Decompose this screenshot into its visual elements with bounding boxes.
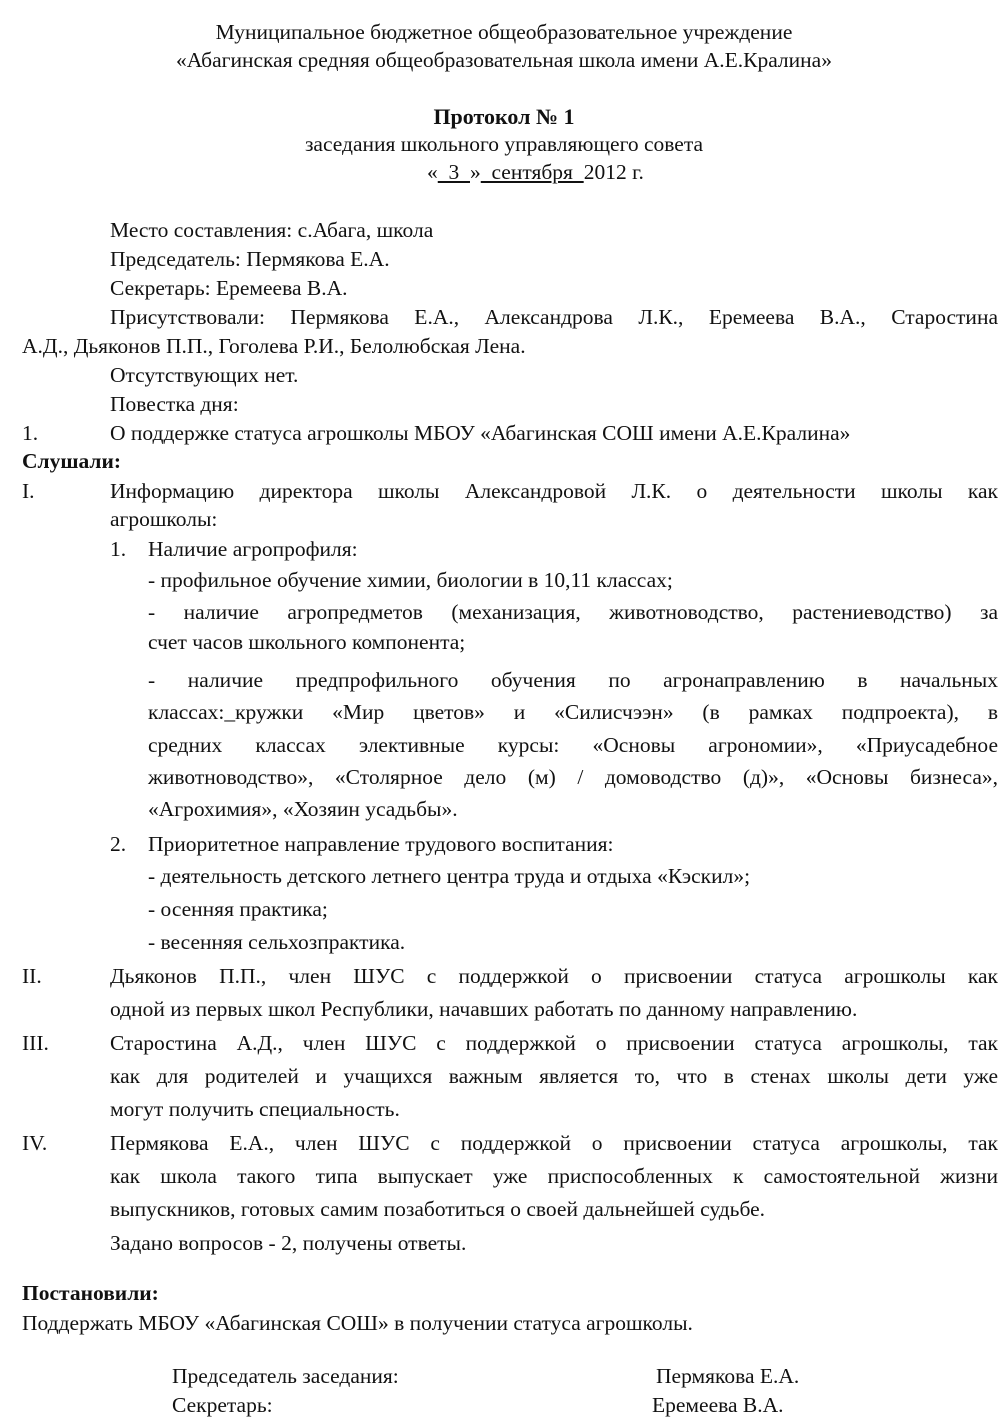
sub-item-1-bullet2-line2: счет часов школьного компонента; xyxy=(148,630,466,654)
meta-secretary: Секретарь: Еремеева В.А. xyxy=(110,276,348,300)
protocol-title: Протокол № 1 xyxy=(433,104,575,129)
heard-heading: Слушали: xyxy=(22,449,122,473)
org-name-line2: «Абагинская средняя общеобразовательная школа имени А.Е.Кралина» xyxy=(176,48,832,72)
sub-item-2-number: 2. xyxy=(110,832,127,856)
meta-present-line2: А.Д., Дьяконов П.П., Гоголева Р.И., Белолюбская Лена. xyxy=(22,334,526,358)
agenda-item-text: О поддержке статуса агрошколы МБОУ «Абагинская СОШ имени А.Е.Кралина» xyxy=(110,421,851,445)
protocol-date xyxy=(427,162,644,184)
signature-chair-name: Пермякова Е.А. xyxy=(656,1364,800,1388)
sub-item-1-bullet2-line1: - наличие агропредметов (механизация, животноводство, растениеводство) за xyxy=(148,600,998,624)
signature-chair-label: Председатель заседания: xyxy=(172,1364,399,1388)
sub-item-1-bullet3-line1: - наличие предпрофильного обучения по агронаправлению в начальных xyxy=(148,668,998,692)
heard-item-2-line2: одной из первых школ Республики, начавших работать по данному направлению. xyxy=(110,997,858,1021)
sub-item-1-bullet1: - профильное обучение химии, биологии в 10,11 классах; xyxy=(148,568,673,592)
signature-secretary-label: Секретарь: xyxy=(172,1393,273,1417)
heard-item-3-line3: могут получить специальность. xyxy=(110,1097,400,1121)
heard-item-2-line1: Дьяконов П.П., член ШУС с поддержкой о присвоении статуса агрошколы как xyxy=(110,964,998,988)
sub-item-2-title: Приоритетное направление трудового воспитания: xyxy=(148,832,614,856)
meta-present-line1: Присутствовали: Пермякова Е.А., Александрова Л.К., Еремеева В.А., Старостина xyxy=(110,305,998,329)
date-day: 3 xyxy=(437,160,470,184)
date-quote-close: » xyxy=(470,160,481,184)
heard-item-4-line2: как школа такого типа выпускает уже приспособленных к самостоятельной жизни xyxy=(110,1164,998,1188)
meta-absent: Отсутствующих нет. xyxy=(110,363,299,387)
protocol-subtitle: заседания школьного управляющего совета xyxy=(304,132,704,156)
sub-item-1-bullet3-line3: средних классах элективные курсы: «Основы агрономии», «Приусадебное xyxy=(148,733,998,757)
heard-item-4-line1: Пермякова Е.А., член ШУС с поддержкой о присвоении статуса агрошколы, так xyxy=(110,1131,998,1155)
heard-item-3-line1: Старостина А.Д., член ШУС с поддержкой о присвоении статуса агрошколы, так xyxy=(110,1031,998,1055)
sub-item-1-title: Наличие агропрофиля: xyxy=(148,537,358,561)
sub-item-1-bullet3-line5: «Агрохимия», «Хозяин усадьбы». xyxy=(148,797,458,821)
heard-item-4-line3: выпускников, готовых самим позаботиться о своей дальнейшей судьбе. xyxy=(110,1197,766,1221)
heard-item-1-line2: агрошколы: xyxy=(110,507,218,531)
heard-item-1-line1: Информацию директора школы Александровой Л.К. о деятельности школы как xyxy=(110,479,998,503)
heard-item-2-number: II. xyxy=(22,964,42,988)
sub-item-2-bullet3: - весенняя сельхозпрактика. xyxy=(148,930,406,954)
sub-item-2-bullet2: - осенняя практика; xyxy=(148,897,328,921)
sub-item-1-bullet3-line4: животноводство», «Столярное дело (м) / домоводство (д)», «Основы бизнеса», xyxy=(148,765,998,789)
resolved-heading: Постановили: xyxy=(22,1281,159,1305)
heard-item-3-line2: как для родителей и учащихся важным является то, что в стенах школы дети уже xyxy=(110,1064,998,1088)
org-name-line1: Муниципальное бюджетное общеобразовательное учреждение xyxy=(215,20,793,44)
heard-item-1-number: I. xyxy=(22,479,35,503)
agenda-label: Повестка дня: xyxy=(110,392,239,416)
sub-item-1-bullet3-line2: классах:_кружки «Мир цветов» и «Силисчээн» (в рамках подпроекта), в xyxy=(148,700,998,724)
meta-place: Место составления: с.Абага, школа xyxy=(110,218,434,242)
heard-item-4-number: IV. xyxy=(22,1131,48,1155)
agenda-item-number: 1. xyxy=(22,421,39,445)
sub-item-2-bullet1: - деятельность детского летнего центра труда и отдыха «Кэскил»; xyxy=(148,864,751,888)
date-year: 2012 г. xyxy=(583,160,644,184)
date-quote-open: « xyxy=(427,160,438,184)
meta-chair: Председатель: Пермякова Е.А. xyxy=(110,247,390,271)
heard-item-3-number: III. xyxy=(22,1031,49,1055)
resolved-text: Поддержать МБОУ «Абагинская СОШ» в получении статуса агрошколы. xyxy=(22,1311,693,1335)
signature-secretary-name: Еремеева В.А. xyxy=(652,1393,784,1417)
questions-note: Задано вопросов - 2, получены ответы. xyxy=(110,1231,467,1255)
date-month: сентября xyxy=(480,160,584,184)
sub-item-1-number: 1. xyxy=(110,537,127,561)
